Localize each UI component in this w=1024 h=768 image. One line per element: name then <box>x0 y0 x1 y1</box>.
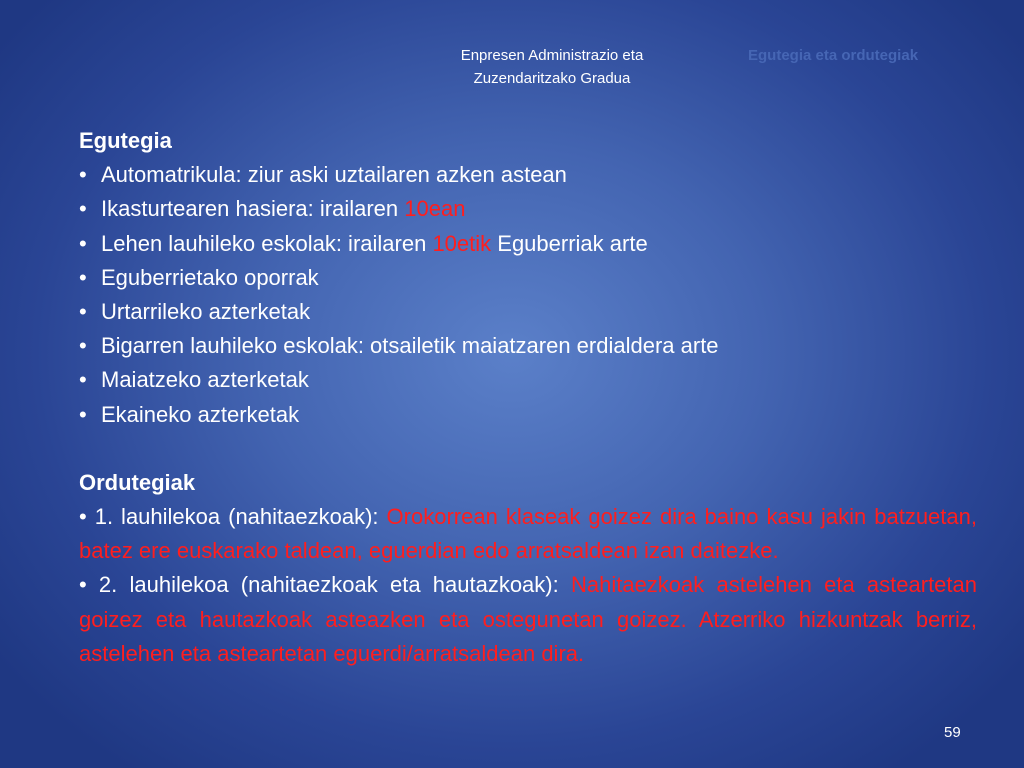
section-spacer <box>79 432 977 466</box>
section-title: Egutegia eta ordutegiak <box>748 47 919 64</box>
date-highlight: 10etik <box>432 230 492 256</box>
calendar-item: • Ekaineko azterketak <box>79 398 977 432</box>
calendar-item: • Eguberrietako oporrak <box>79 261 977 295</box>
presentation-title-line-1: Enpresen Administrazio eta <box>460 47 644 64</box>
date-highlight: 10ean <box>404 196 466 222</box>
calendar-item: • Lehen lauhileko eskolak: irailaren 10etik Eguberriak arte <box>79 227 977 261</box>
calendar-item: • Ikasturtearen hasiera: irailaren 10ean <box>79 192 977 226</box>
page-number: 59 <box>944 724 961 741</box>
schedule-detail: Nahitaezkoak astelehen eta asteartetan goizez eta hautazkoak asteazken eta ostegunetan goizez. Atzerriko hizkuntzak berriz, astelehen eta asteartetan eguerdi/arratsaldean dira. <box>79 572 977 666</box>
calendar-item: • Automatrikula: ziur aski uztailaren azken astean <box>79 158 977 192</box>
calendar-item: • Maiatzeko azterketak <box>79 363 977 397</box>
schedule-heading: Ordutegiak <box>79 469 196 495</box>
presentation-title-line-2: Zuzendaritzako Gradua <box>473 70 631 87</box>
calendar-list <box>79 158 977 432</box>
schedule-item: • 2. lauhilekoa (nahitaezkoak eta hautazkoak): Nahitaezkoak astelehen eta asteartetan goizez eta hautazkoak asteazken eta ostegunetan goizez. Atzerriko hizkuntzak berriz, astelehen eta asteartetan eguerdi/arratsaldean dira. <box>79 572 977 666</box>
calendar-item: • Urtarrileko azterketak <box>79 295 977 329</box>
slide-content <box>79 124 977 671</box>
schedule-detail: Orokorrean klaseak goizez dira baino kasu jakin batzuetan, batez ere euskarako taldean, eguerdian edo arratsaldean izan daitezke. <box>79 504 977 564</box>
calendar-heading: Egutegia <box>79 128 172 153</box>
calendar-item: • Bigarren lauhileko eskolak: otsailetik maiatzaren erdialdera arte <box>79 329 977 363</box>
schedule-item: • 1. lauhilekoa (nahitaezkoak): Orokorrean klaseak goizez dira baino kasu jakin batzuetan, batez ere euskarako taldean, eguerdian edo arratsaldean izan daitezke. <box>79 504 977 564</box>
presentation-title <box>412 44 692 90</box>
